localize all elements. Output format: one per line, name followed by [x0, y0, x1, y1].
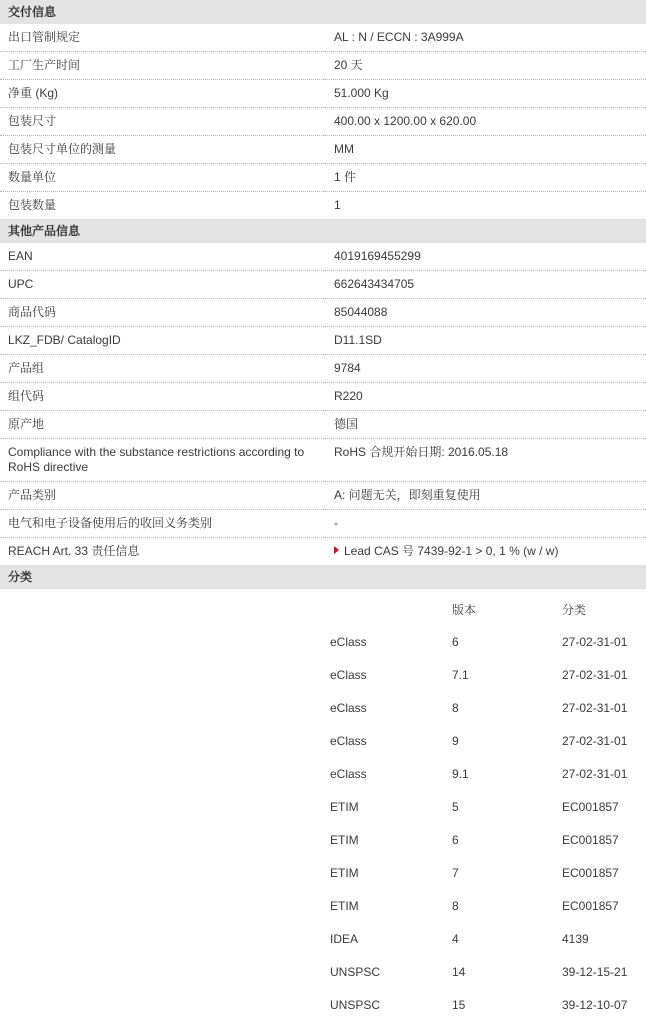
table-row — [0, 923, 646, 956]
row-label: 商品代码 — [0, 299, 324, 327]
table-row — [0, 439, 646, 482]
row-label: 产品类别 — [0, 482, 324, 510]
row-label: 出口管制规定 — [0, 24, 324, 52]
classification-code: 27-02-31-01 — [562, 635, 628, 649]
classification-header-name — [326, 591, 448, 626]
row-label: 原产地 — [0, 411, 324, 439]
other-product-info-table — [0, 243, 646, 565]
row-value: 1 — [334, 198, 341, 212]
section-header-classification: 分类 — [0, 565, 646, 589]
row-spacer — [0, 758, 326, 791]
row-value: - — [324, 510, 646, 538]
classification-version: 9 — [452, 734, 459, 748]
classification-version: 5 — [452, 800, 459, 814]
row-label: 产品组 — [0, 355, 324, 383]
classification-version: 4 — [452, 932, 459, 946]
row-label: 数量单位 — [0, 164, 324, 192]
row-spacer — [0, 824, 326, 857]
table-row — [0, 192, 646, 220]
row-spacer — [0, 659, 326, 692]
table-row — [0, 299, 646, 327]
classification-header-row — [0, 591, 646, 626]
table-row — [0, 80, 646, 108]
delivery-info-body — [0, 24, 646, 219]
classification-code: EC001857 — [562, 899, 619, 913]
row-value: AL : N / ECCN : 3A999A — [324, 24, 646, 52]
classification-name: ETIM — [330, 866, 359, 880]
classification-code: 39-12-10-07 — [562, 998, 628, 1012]
table-row — [0, 956, 646, 989]
table-row — [0, 510, 646, 538]
classification-name: eClass — [330, 635, 367, 649]
table-row — [0, 626, 646, 659]
classification-name: ETIM — [330, 800, 359, 814]
table-row — [0, 355, 646, 383]
row-value: 9784 — [324, 355, 646, 383]
classification-name: eClass — [330, 668, 367, 682]
table-row — [0, 989, 646, 1022]
row-label: 净重 (Kg) — [0, 80, 324, 108]
row-label: 包装尺寸 — [0, 108, 324, 136]
classification-code: EC001857 — [562, 833, 619, 847]
classification-code: EC001857 — [562, 800, 619, 814]
row-label: EAN — [0, 243, 324, 271]
classification-name: IDEA — [330, 932, 359, 946]
table-row — [0, 24, 646, 52]
classification-body — [0, 626, 646, 1022]
classification-version: 8 — [452, 701, 459, 715]
classification-code: 4139 — [562, 932, 589, 946]
classification-version: 7 — [452, 866, 459, 880]
classification-name: ETIM — [330, 833, 359, 847]
row-label: 工厂生产时间 — [0, 52, 324, 80]
row-value: 1 件 — [324, 164, 646, 192]
row-label: 包装尺寸单位的测量 — [0, 136, 324, 164]
table-row — [0, 482, 646, 510]
table-row — [0, 791, 646, 824]
classification-version: 15 — [452, 998, 466, 1012]
row-spacer — [0, 956, 326, 989]
classification-code: EC001857 — [562, 866, 619, 880]
table-row — [0, 136, 646, 164]
classification-table — [0, 591, 646, 1022]
classification-name: ETIM — [330, 899, 359, 913]
row-value-reach — [324, 538, 646, 566]
classification-name: UNSPSC — [330, 965, 381, 979]
classification-name: eClass — [330, 701, 367, 715]
row-label: UPC — [0, 271, 324, 299]
row-value: R220 — [324, 383, 646, 411]
classification-name: UNSPSC — [330, 998, 381, 1012]
classification-code: 27-02-31-01 — [562, 734, 628, 748]
reach-substance-link[interactable]: Lead CAS 号 7439-92-1 > 0, 1 % (w / w) — [344, 544, 559, 558]
row-label: LKZ_FDB/ CatalogID — [0, 327, 324, 355]
table-row — [0, 890, 646, 923]
row-spacer — [0, 923, 326, 956]
table-row — [0, 383, 646, 411]
table-row — [0, 824, 646, 857]
table-row — [0, 52, 646, 80]
classification-header-category: 分类 — [562, 603, 587, 617]
table-row-reach — [0, 538, 646, 566]
classification-version: 14 — [452, 965, 466, 979]
row-value: 4019169455299 — [324, 243, 646, 271]
row-value: 20 天 — [324, 52, 646, 80]
table-row — [0, 108, 646, 136]
table-row — [0, 758, 646, 791]
table-row — [0, 243, 646, 271]
classification-version: 8 — [452, 899, 459, 913]
classification-header-blank — [0, 591, 326, 626]
classification-version: 6 — [452, 635, 459, 649]
classification-code: 27-02-31-01 — [562, 701, 628, 715]
classification-version: 6 — [452, 833, 459, 847]
classification-name: eClass — [330, 734, 367, 748]
row-value: 400.00 x 1200.00 x 620.00 — [324, 108, 646, 136]
row-label: Compliance with the substance restrictions according to RoHS directive — [0, 439, 324, 482]
row-spacer — [0, 791, 326, 824]
section-header-other-product-info: 其他产品信息 — [0, 219, 646, 243]
row-value: 85044088 — [324, 299, 646, 327]
table-row — [0, 659, 646, 692]
delivery-info-table — [0, 24, 646, 219]
classification-version: 9.1 — [452, 767, 469, 781]
row-label: 包装数量 — [8, 198, 57, 212]
row-value: 662643434705 — [324, 271, 646, 299]
row-value: A: 问题无关，即刻重复使用 — [324, 482, 646, 510]
row-value: MM — [324, 136, 646, 164]
table-row — [0, 271, 646, 299]
row-spacer — [0, 890, 326, 923]
classification-code: 39-12-15-21 — [562, 965, 628, 979]
table-row — [0, 411, 646, 439]
row-value: 德国 — [324, 411, 646, 439]
row-value: D11.1SD — [324, 327, 646, 355]
row-spacer — [0, 989, 326, 1022]
row-value: 51.000 Kg — [324, 80, 646, 108]
row-spacer — [0, 692, 326, 725]
row-spacer — [0, 857, 326, 890]
expand-triangle-icon[interactable] — [334, 546, 339, 554]
table-row — [0, 857, 646, 890]
row-label: 组代码 — [0, 383, 324, 411]
row-label: REACH Art. 33 责任信息 — [8, 544, 140, 558]
section-header-delivery: 交付信息 — [0, 0, 646, 24]
table-row — [0, 164, 646, 192]
row-value: RoHS 合规开始日期: 2016.05.18 — [324, 439, 646, 482]
classification-head — [0, 591, 646, 626]
classification-code: 27-02-31-01 — [562, 668, 628, 682]
table-row — [0, 725, 646, 758]
table-row — [0, 692, 646, 725]
classification-name: eClass — [330, 767, 367, 781]
classification-version: 7.1 — [452, 668, 469, 682]
row-label: 电气和电子设备使用后的收回义务类别 — [0, 510, 324, 538]
classification-code: 27-02-31-01 — [562, 767, 628, 781]
classification-header-version: 版本 — [452, 603, 477, 617]
row-spacer — [0, 626, 326, 659]
table-row — [0, 327, 646, 355]
row-spacer — [0, 725, 326, 758]
other-product-info-body — [0, 243, 646, 565]
